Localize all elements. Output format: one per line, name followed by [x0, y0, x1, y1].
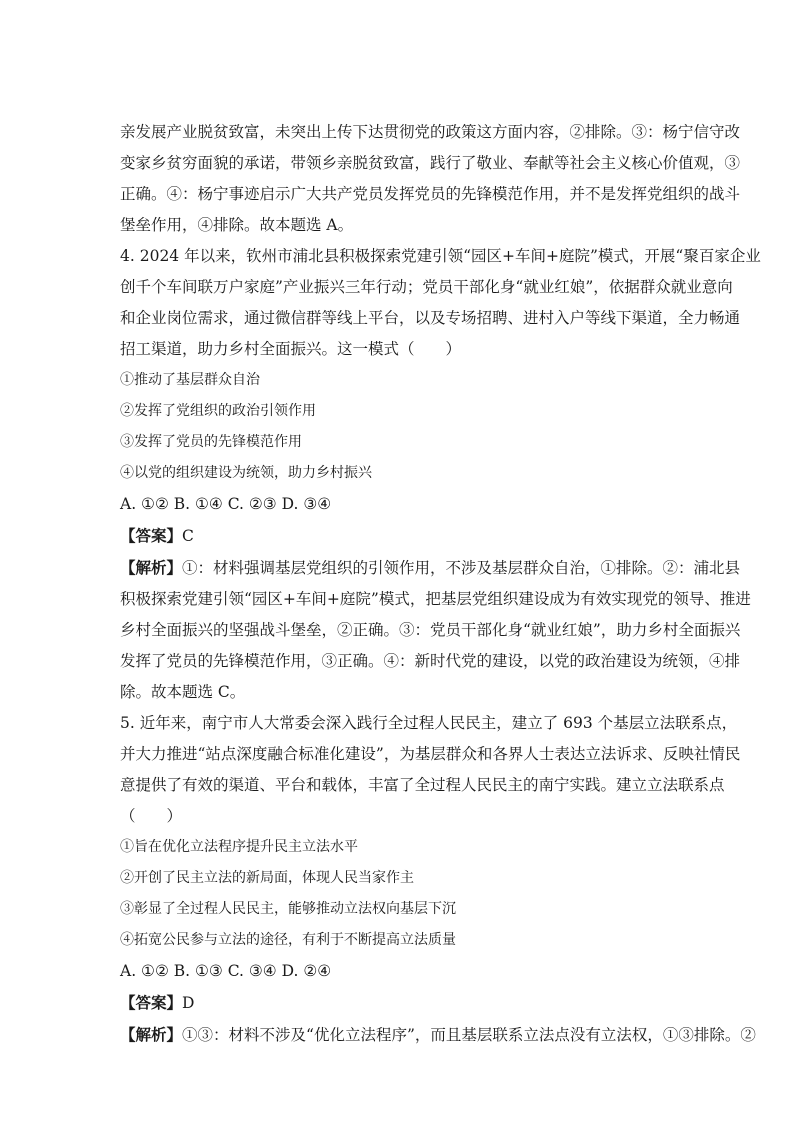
text-line: [120, 210, 680, 241]
text-line: [120, 708, 738, 739]
line-text: ①③：材料不涉及“优化立法程序”，而且基层联系立法点没有立法权，①③排除。②: [182, 1026, 756, 1044]
option-line: [120, 925, 680, 956]
line-text: 4. 2024 年以来，钦州市浦北县积极探索党建引领“园区+车间+庭院”模式，开展“聚百家企业: [120, 247, 761, 265]
text-line: [120, 272, 733, 303]
answer-line: [120, 987, 680, 1019]
line-text: 除。故本题选 C。: [120, 683, 246, 701]
line-text: 意提供了有效的渠道、平台和载体，丰富了全过程人民民主的南宁实践。建立立法联系点: [120, 776, 725, 794]
line-text: ④拓宽公民参与立法的途径，有利于不断提高立法质量: [120, 932, 456, 948]
line-text: ③发挥了党员的先锋模范作用: [120, 434, 302, 450]
line-text: A. ①② B. ①④ C. ②③ D. ③④: [120, 495, 332, 513]
line-text: A. ①② B. ①③ C. ③④ D. ②④: [120, 962, 332, 980]
option-line: [120, 427, 680, 458]
line-text: 5. 近年来，南宁市人大常委会深入践行全过程人民民主，建立了 693 个基层立法联系点，: [120, 714, 738, 732]
line-text: 变家乡贫穷面貌的承诺，带领乡亲脱贫致富，践行了敬业、奉献等社会主义核心价值观，③: [120, 154, 741, 172]
text-line: [120, 303, 741, 334]
text-line: [120, 241, 761, 272]
analysis-line: [120, 552, 741, 584]
line-text: 创千个车间联万户家庭”产业振兴三年行动；党员干部化身“就业红娘”，依据群众就业意向: [120, 278, 733, 296]
text-line: [120, 739, 741, 770]
analysis-line: [120, 646, 741, 677]
analysis-line: [120, 677, 680, 708]
line-text: 招工渠道，助力乡村全面振兴。这一模式（ ）: [120, 340, 462, 358]
line-text: ④以党的组织建设为统领，助力乡村振兴: [120, 465, 372, 481]
line-text: 堡垒作用，④排除。故本题选 A。: [120, 216, 354, 234]
option-line: [120, 396, 680, 427]
line-text: C: [182, 527, 194, 545]
answer-line: [120, 520, 680, 552]
line-text: ②开创了民主立法的新局面，体现人民当家作主: [120, 870, 414, 886]
analysis-tag: 【解析】: [120, 1025, 183, 1044]
text-line: [120, 956, 680, 987]
line-text: ③彰显了全过程人民民主，能够推动立法权向基层下沉: [120, 901, 456, 917]
line-text: 乡村全面振兴的坚强战斗堡垒，②正确。③：党员干部化身“就业红娘”，助力乡村全面振兴: [120, 621, 741, 639]
line-text: 正确。④：杨宁事迹启示广大共产党员发挥党员的先锋模范作用，并不是发挥党组织的战斗: [120, 185, 741, 203]
line-text: 亲发展产业脱贫致富，未突出上传下达贯彻党的政策这方面内容，②排除。③：杨宁信守改: [120, 123, 741, 141]
line-text: 和企业岗位需求，通过微信群等线上平台，以及专场招聘、进村入户等线下渠道，全力畅通: [120, 309, 741, 327]
answer-tag: 【答案】: [120, 526, 183, 545]
text-line: [120, 179, 741, 210]
option-line: [120, 832, 680, 863]
text-line: [120, 148, 741, 179]
analysis-line: [120, 615, 741, 646]
analysis-line: [120, 584, 751, 615]
option-line: [120, 365, 680, 396]
line-text: 并大力推进“站点深度融合标准化建设”，为基层群众和各界人士表达立法诉求、反映社情民: [120, 745, 741, 763]
document-body: [120, 117, 761, 1051]
text-line: [120, 117, 741, 148]
analysis-tag: 【解析】: [120, 558, 183, 577]
line-text: （ ）: [120, 807, 183, 825]
text-line: [120, 770, 725, 801]
text-line: [120, 489, 680, 520]
line-text: 发挥了党员的先锋模范作用，③正确。④：新时代党的建设，以党的政治建设为统领，④排: [120, 652, 741, 670]
option-line: [120, 894, 680, 925]
line-text: ①：材料强调基层党组织的引领作用，不涉及基层群众自治，①排除。②：浦北县: [182, 559, 741, 577]
analysis-line: [120, 1019, 756, 1051]
line-text: D: [182, 994, 195, 1012]
line-text: 积极探索党建引领“园区+车间+庭院”模式，把基层党组织建设成为有效实现党的领导、推进: [120, 590, 751, 608]
option-line: [120, 458, 680, 489]
answer-tag: 【答案】: [120, 993, 183, 1012]
text-line: [120, 334, 680, 365]
line-text: ①旨在优化立法程序提升民主立法水平: [120, 839, 358, 855]
text-line: [120, 801, 680, 832]
line-text: ①推动了基层群众自治: [120, 372, 260, 388]
line-text: ②发挥了党组织的政治引领作用: [120, 403, 316, 419]
option-line: [120, 863, 680, 894]
